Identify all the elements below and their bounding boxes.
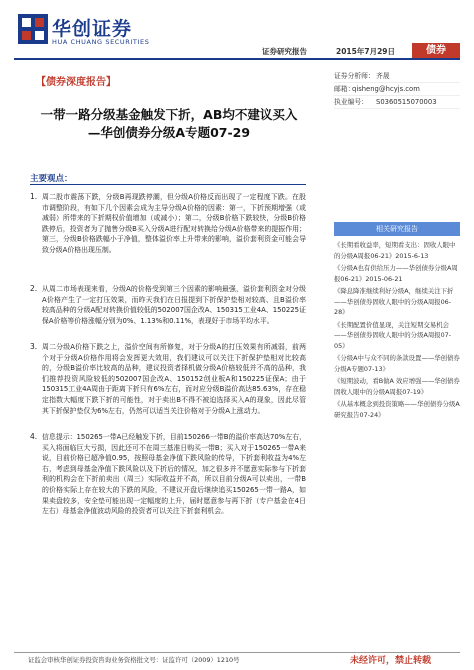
section-divider [30, 184, 306, 185]
analyst-row [334, 70, 460, 83]
related-reports-list [334, 240, 460, 420]
viewpoint-text: 周二分级A价格下跌之上，溢价空间有所修复，对于分级A的打压效果有所减弱，前两个对于分级A价格作用将会发挥更大效用，我们建议可以关注下折保护垫相对比较高的，分级B溢价率比较高的品种，建议投资者择机做分级A价格较低并不高的品种，我们推荐投资风险较低的502007国企改A、150152创业板A和150225证保A；由于150315工业4A周由于距离下折只有6%左右，而对应分级B溢价高达85.63%，存在稳定指数大幅度下跌下折的可能性，对于卖出B不得不被迫选择买入A的现象，因此尽管其下折保护垫仅为6%左右，仍然可以适当关注价格对于分级A上涨动力。 [42, 343, 306, 415]
report-title-line2: —华创债券分级A专题07-29 [87, 125, 251, 140]
analyst-name: 齐晟 [376, 72, 390, 80]
page-header [0, 0, 474, 62]
related-report-link[interactable]: 《分级A也有供给压力——华创债券分级A周报06-21》2015-06-21 [334, 264, 458, 283]
viewpoint-text: 从周二市场表现来看，分级A的价格受到第三个因素的影响最强，溢价套利资金对分级A价格产生了一定打压效果，而昨天我们在日报提到下折保护垫相对较高、且B溢价率较高品种的分级A配对转换价值较低的502007国企改A、150315工业4A、150225证保A价格等价格涨幅分别为0%、1.13%和0.11%，表现好于市场平均水平。 [42, 285, 306, 325]
company-name-en: HUA CHUANG SECURITIES [52, 38, 150, 46]
viewpoint-number: 2. [30, 284, 38, 293]
analyst-label: 证券分析师： [334, 72, 375, 80]
report-title-line1: 一带一路分级基金触发下折，AB均不建议买入 [40, 107, 298, 122]
viewpoint-text: 信息提示：150265一带A已经触发下折，目前150266一带B的溢价率高达70%左右，买入将面临巨大亏损，因此还可不在周三基准日购买一带B；买入对于150265一带A来说，目前价格已超净值0.95，按照母基金净值下跌风险的传导，下折套利收益为4%左右，考虑到母基金净值下跌风险以及下折后的情况，加之很多并不愿意实际参与下折套利的机构会在下折前卖出（周三）实际收益并不高，所以目前分级A可以卖出，一带B的价格实际上存在较大的下跌的风险，不建议开盘后继续追买150265一带一路A，如果卖盘较多，安全垫可能出现一定幅度的上升，届时愿意参与再下折（专户基金在4日左右）母基金净值波动风险的投资者可以关注下折套利机会。 [42, 433, 306, 516]
related-reports-panel [334, 222, 460, 422]
footer-notice: 未经许可，禁止转载 [350, 656, 432, 666]
related-report-link[interactable]: 《长期配置价值显现，关注短期交易机会——华创债券固收人眼中的分级A周报07-05》 [334, 320, 452, 350]
company-logo-icon [18, 14, 48, 44]
viewpoints-heading: 主要观点： [30, 174, 73, 184]
analyst-info [334, 70, 460, 109]
related-reports-heading: 相关研究报告 [334, 222, 460, 236]
related-report-link[interactable]: 《短期波动，看B做A 效应增强——华创债券固收人眼中的分级A周报07-19》 [334, 377, 460, 396]
related-report-link[interactable]: 《从基本概念到投资策略——华创债券分级A研究报告07-24》 [334, 400, 460, 419]
header-divider [14, 58, 460, 60]
report-subtitle: 【债券深度报告】 [36, 77, 116, 88]
viewpoint-number: 3. [30, 342, 38, 351]
viewpoint-text: 周二股市震荡下跌，分级B再现跌停潮，但分级A价格反而出现了一定程度下跌。在股市调整阶段，有如下几个因素会成为主导分级A价格的因素：第一，下折预期增强（或减弱）所带来的下折期权价值增加（或减小）；第二，分级B价格下跌较快，分级B价格跌停后，投资者为了抛售分级B买入分级A进行配对转换给分级A价格带来的提振作用；第三，分级B价格跌幅小于净值，整体溢价率上升带来的影响，溢价套利资金可能会导致分级A价格出现压制。 [42, 193, 306, 254]
related-report-link[interactable]: 《分级A中与众不同的条款设置——华创债券分级A专题07-13》 [334, 354, 460, 373]
license-label: 执业编号： [334, 98, 368, 106]
category-badge: 债券 [412, 43, 460, 59]
viewpoint-number: 4. [30, 432, 38, 441]
analyst-row [334, 83, 460, 96]
analyst-row [334, 96, 460, 109]
footer-disclaimer: 证监会审核华创证券投资咨询业务资格批文号：证监许可（2009）1210号 [28, 656, 240, 664]
related-report-link[interactable]: 《降息降准继续利好分级A，继续关注下折——华创债券固收人眼中的分级A周报06-28》 [334, 287, 454, 316]
report-date: 2015年7月29日 [336, 47, 396, 56]
company-name: 华创证券 [52, 18, 133, 40]
email-link[interactable]: qisheng@hcyjs.com [352, 85, 420, 93]
email-label: 邮箱： [334, 85, 355, 93]
license-number: S0360515070003 [376, 98, 437, 106]
report-type: 证券研究报告 [262, 47, 307, 56]
viewpoint-number: 1. [30, 192, 38, 201]
related-report-link[interactable]: 《长期看收益率，短期看支出：固收人眼中的分级A周报06-21》2015-6-13 [334, 241, 456, 260]
